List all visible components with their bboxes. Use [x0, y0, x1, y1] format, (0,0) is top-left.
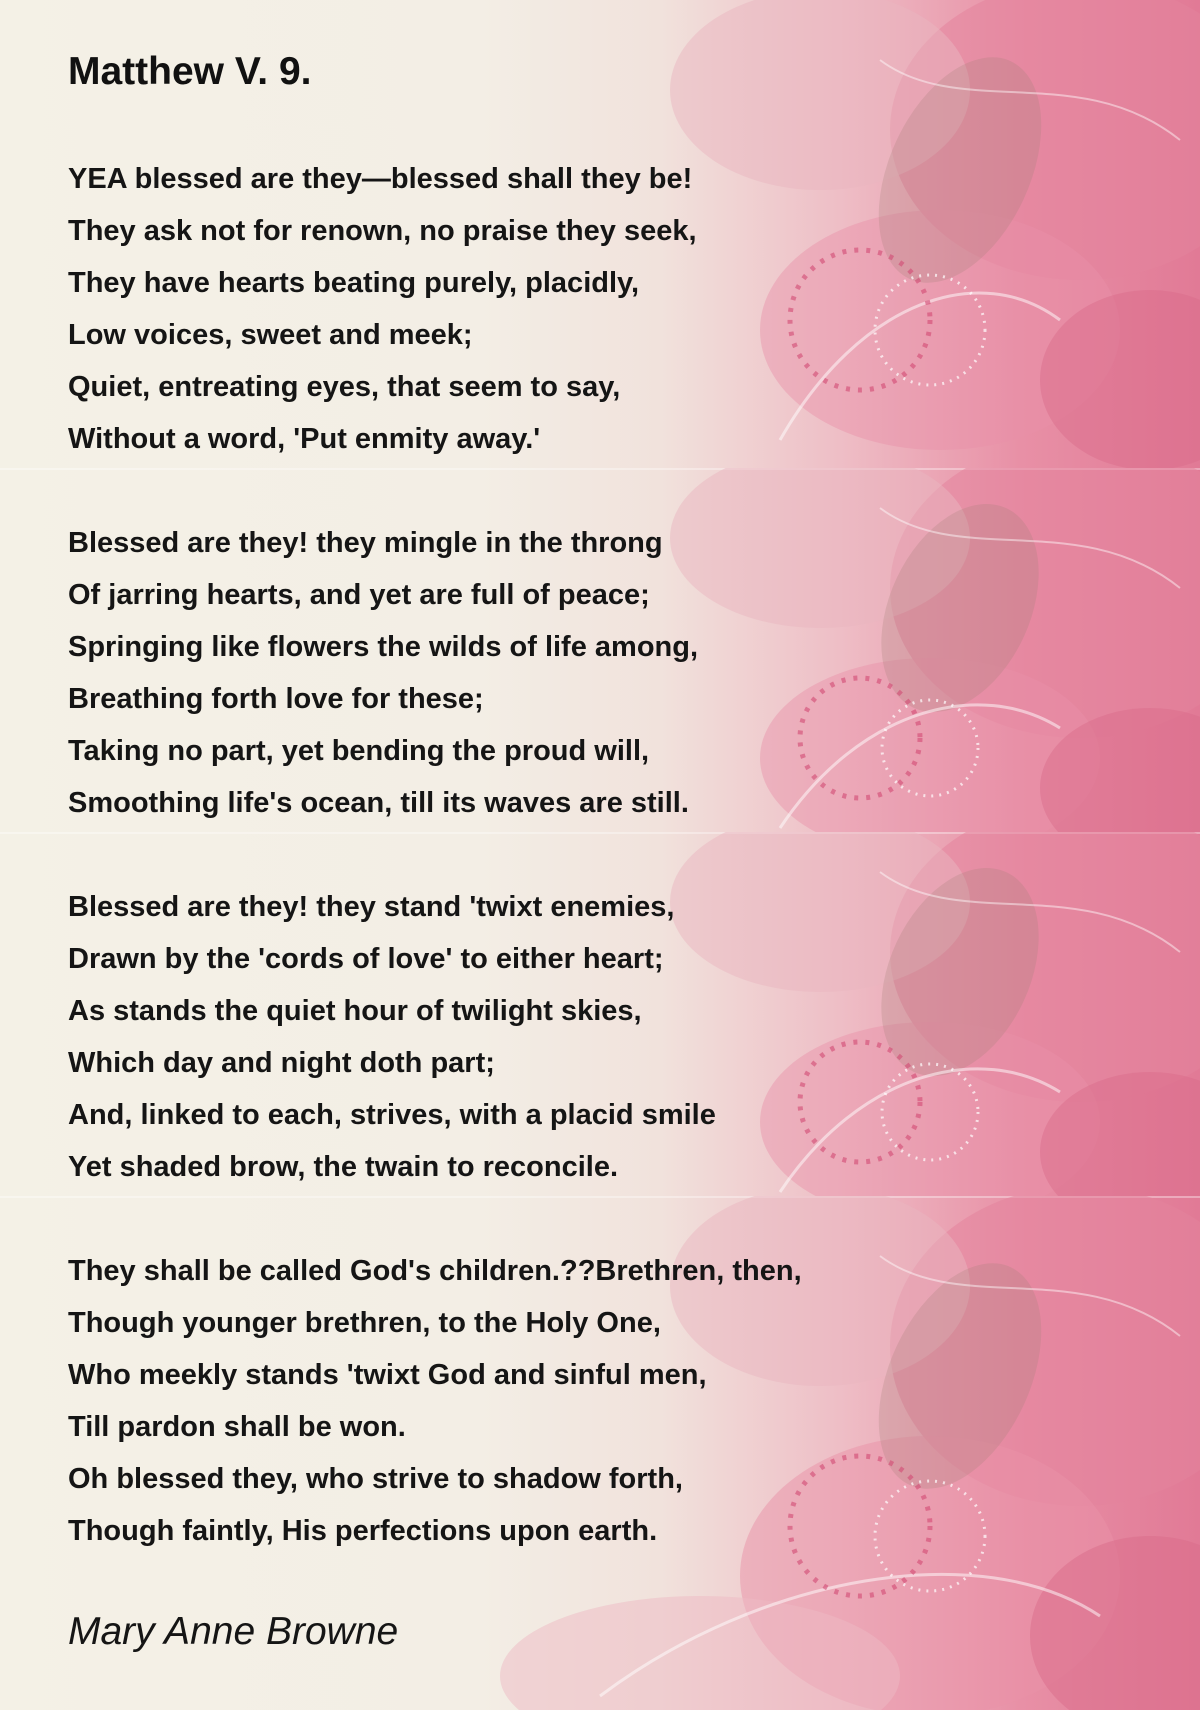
poem-line: Without a word, 'Put enmity away.': [68, 423, 541, 455]
poem-line: Oh blessed they, who strive to shadow forth,: [68, 1463, 683, 1495]
poem-line: Drawn by the 'cords of love' to either heart;: [68, 943, 664, 975]
poem-line: Which day and night doth part;: [68, 1047, 495, 1079]
poem-line: They have hearts beating purely, placidly,: [68, 267, 640, 299]
poem-line: Springing like flowers the wilds of life among,: [68, 631, 699, 663]
poem-line: YEA blessed are they—blessed shall they be!: [68, 163, 693, 195]
poem-line: They ask not for renown, no praise they seek,: [68, 215, 697, 247]
poem-line: Till pardon shall be won.: [68, 1411, 406, 1443]
poem-line: Smoothing life's ocean, till its waves are still.: [68, 787, 689, 819]
poem-author: Mary Anne Browne: [68, 1610, 399, 1653]
poem-stanza-4: [68, 1245, 802, 1557]
poem-line: Taking no part, yet bending the proud will,: [68, 735, 650, 767]
poem-line: They shall be called God's children.??Brethren, then,: [68, 1255, 802, 1287]
poem-line: And, linked to each, strives, with a placid smile: [68, 1099, 716, 1131]
poem-line: Breathing forth love for these;: [68, 683, 484, 715]
poem-line: As stands the quiet hour of twilight skies,: [68, 995, 642, 1027]
poem-line: Though faintly, His perfections upon earth.: [68, 1515, 658, 1547]
poem-stanza-2: [68, 517, 698, 829]
poem-title: Matthew V. 9.: [68, 50, 312, 93]
poem-line: Blessed are they! they mingle in the throng: [68, 527, 663, 559]
poem-line: Blessed are they! they stand 'twixt enemies,: [68, 891, 675, 923]
poem-stanza-3: [68, 881, 716, 1193]
poem-stanza-1: [68, 153, 697, 465]
poem-line: Who meekly stands 'twixt God and sinful men,: [68, 1359, 707, 1391]
poem-line: Though younger brethren, to the Holy One,: [68, 1307, 661, 1339]
poem-line: Low voices, sweet and meek;: [68, 319, 473, 351]
poem-line: Of jarring hearts, and yet are full of peace;: [68, 579, 650, 611]
poem-line: Quiet, entreating eyes, that seem to say,: [68, 371, 621, 403]
poem-line: Yet shaded brow, the twain to reconcile.: [68, 1151, 619, 1183]
